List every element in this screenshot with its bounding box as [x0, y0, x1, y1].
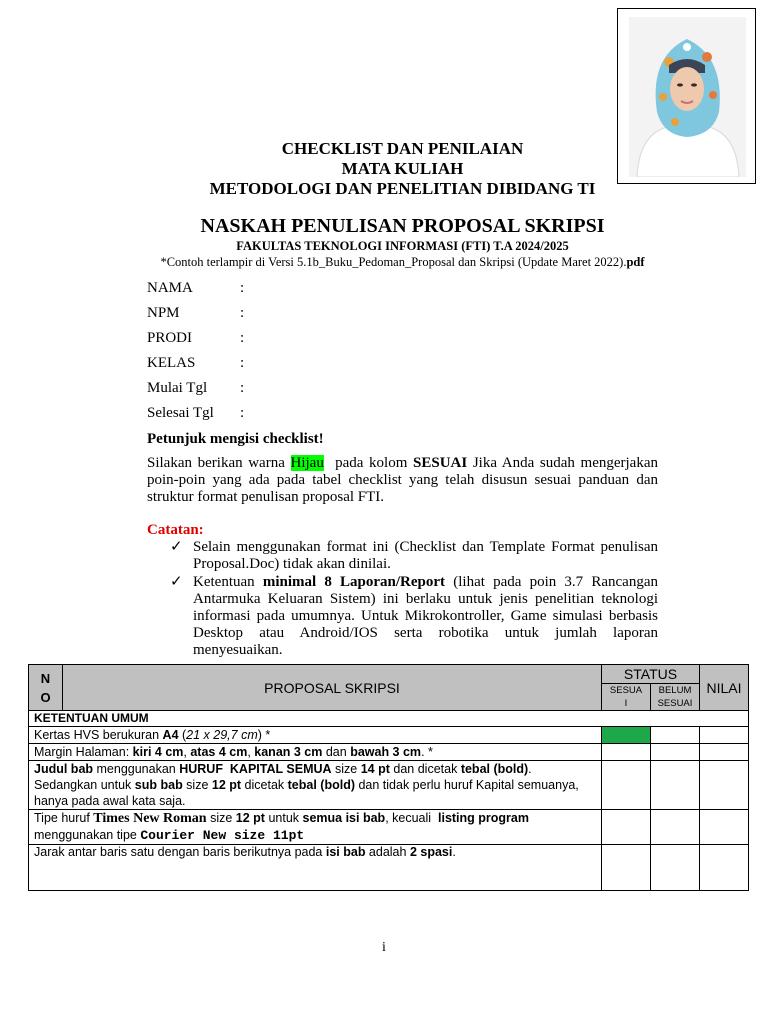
row-text: [29, 761, 602, 810]
sesuai-top: SESUA: [609, 685, 643, 696]
field-label: NAMA: [147, 280, 193, 296]
heading-line-2: MATA KULIAH: [341, 159, 464, 178]
status-belum-sesuai-cell[interactable]: [651, 744, 700, 761]
field-label: KELAS: [147, 355, 196, 371]
field-label: Mulai Tgl: [147, 380, 208, 396]
txt: menggunakan: [93, 762, 180, 776]
reference-text: *Contoh terlampir di Versi 5.1b_Buku_Pedoman_Proposal dan Skripsi (Update Maret 2022).: [160, 255, 627, 269]
txt: , kecuali: [385, 811, 438, 825]
txt-bold: HURUF KAPITAL SEMUA: [179, 762, 332, 776]
txt-bold: 14 pt: [360, 762, 390, 776]
txt: dan dicetak: [389, 762, 461, 776]
status-sesuai-cell[interactable]: [602, 744, 651, 761]
status-belum-sesuai-cell[interactable]: [651, 810, 700, 845]
sesuai-bottom: I: [624, 698, 628, 709]
belum-bottom: SESUAI: [657, 698, 693, 709]
instructions-paragraph: [147, 455, 658, 506]
status-sesuai-cell[interactable]: [602, 810, 651, 845]
status-sesuai-cell[interactable]: [602, 761, 651, 810]
faculty-line: FAKULTAS TEKNOLOGI INFORMASI (FTI) T.A 2024/2025: [236, 239, 569, 253]
txt-bold: kanan 3 cm: [254, 745, 323, 759]
field-selesai-tgl[interactable]: [147, 403, 244, 428]
notes-heading: Catatan:: [147, 522, 204, 538]
txt: dicetak: [241, 778, 288, 792]
col-header-sesuai: [602, 684, 651, 711]
field-colon: :: [240, 405, 245, 421]
table-row: [29, 744, 749, 761]
txt: untuk: [264, 811, 303, 825]
reference-ext: pdf: [626, 255, 645, 269]
status-belum-sesuai-cell[interactable]: [651, 727, 700, 744]
table-row: [29, 761, 749, 810]
instr-text: Silakan berikan warna: [147, 455, 291, 471]
instr-keyword: SESUAI: [413, 455, 468, 471]
field-prodi[interactable]: [147, 328, 244, 353]
status-sesuai-cell[interactable]: [602, 727, 651, 744]
row-text: [29, 845, 602, 891]
txt-bold: tebal (bold): [460, 762, 529, 776]
txt: .: [452, 845, 456, 859]
document-heading: [150, 139, 655, 199]
txt: ) *: [257, 728, 271, 742]
txt: Tipe huruf: [34, 811, 94, 825]
col-header-status: STATUS: [602, 665, 700, 684]
nilai-cell[interactable]: [700, 761, 749, 810]
txt: dan: [322, 745, 351, 759]
nilai-cell[interactable]: [700, 845, 749, 891]
student-info-fields: [147, 278, 244, 428]
txt: dan tidak perlu huruf Kapital semuanya, hanya pada awal kata saja.: [34, 778, 579, 808]
note-text: Ketentuan: [193, 574, 263, 590]
col-header-belum-sesuai: [651, 684, 700, 711]
section-title: KETENTUAN UMUM: [29, 711, 749, 727]
field-label: Selesai Tgl: [147, 405, 214, 421]
col-header-no: [29, 665, 63, 711]
txt: adalah: [365, 845, 410, 859]
field-label: PRODI: [147, 330, 193, 346]
txt: Kertas HVS berukuran: [34, 728, 163, 742]
field-npm[interactable]: [147, 303, 244, 328]
col-header-proposal: PROPOSAL SKRIPSI: [63, 665, 602, 711]
notes-list: [170, 539, 658, 660]
txt: menggunakan tipe: [34, 828, 141, 842]
nilai-cell[interactable]: [700, 727, 749, 744]
txt-bold: isi bab: [325, 845, 366, 859]
txt: size: [206, 811, 236, 825]
field-colon: :: [240, 380, 245, 396]
status-sesuai-cell[interactable]: [602, 845, 651, 891]
col-no-top: N: [40, 670, 51, 686]
nilai-cell[interactable]: [700, 810, 749, 845]
table-row: [29, 727, 749, 744]
col-no-bottom: O: [40, 689, 51, 705]
txt: . *: [421, 745, 433, 759]
status-belum-sesuai-cell[interactable]: [651, 845, 700, 891]
main-title: NASKAH PENULISAN PROPOSAL SKRIPSI: [200, 215, 605, 237]
txt: size: [331, 762, 361, 776]
field-label: NPM: [147, 305, 180, 321]
txt-bold: 12 pt: [211, 778, 242, 792]
section-row: [29, 711, 749, 727]
note-text: (lihat pada poin 3.7 Rancangan Antarmuka Keluaran Sistem) ini berlaku untuk jenis penelitian teknologi informasi pada umumnya. Untuk Mikrokontroller, Game simulasi berbasis Desktop atau Android/IOS serta robotika untuk jumlah laporan menyesuaikan.: [193, 574, 658, 658]
field-kelas[interactable]: [147, 353, 244, 378]
heading-line-1: CHECKLIST DAN PENILAIAN: [281, 139, 524, 158]
txt-italic: 21 x 29,7 cm: [186, 728, 258, 742]
note-bold: minimal 8 Laporan/Report: [262, 574, 446, 590]
txt-bold: A4: [162, 728, 179, 742]
txt: . Sedangkan untuk: [34, 762, 532, 792]
txt-bold: sub bab: [134, 778, 183, 792]
txt-bold: semua isi bab: [302, 811, 386, 825]
txt-bold: tebal (bold): [287, 778, 355, 792]
checklist-table: [28, 664, 749, 891]
row-text: [29, 810, 602, 845]
txt-bold: bawah 3 cm: [350, 745, 422, 759]
col-header-nilai: NILAI: [700, 665, 749, 711]
table-header-row: [29, 665, 749, 684]
txt: ,: [183, 745, 191, 759]
table-row: [29, 810, 749, 845]
row-text: [29, 727, 602, 744]
instructions-heading: Petunjuk mengisi checklist!: [147, 431, 324, 447]
txt-bold: 2 spasi: [409, 845, 453, 859]
txt-bold: 12 pt: [235, 811, 265, 825]
table-row: [29, 845, 749, 891]
row-text: [29, 744, 602, 761]
txt: ,: [247, 745, 255, 759]
page-number: i: [382, 940, 386, 955]
txt: Jarak antar baris satu dengan baris berikutnya pada: [34, 845, 326, 859]
checkmark-icon: ✓: [170, 574, 183, 590]
field-nama[interactable]: [147, 278, 244, 303]
txt-bold: Times New Roman: [93, 811, 207, 826]
belum-top: BELUM: [658, 685, 692, 696]
txt-bold: kiri 4 cm: [132, 745, 184, 759]
txt-mono: Courier New size 11pt: [140, 828, 305, 843]
reference-note: [150, 254, 655, 270]
nilai-cell[interactable]: [700, 744, 749, 761]
note-item: [170, 574, 658, 659]
txt-bold: Judul bab: [34, 762, 94, 776]
field-colon: :: [240, 305, 245, 321]
field-colon: :: [240, 280, 245, 296]
note-item: [170, 539, 658, 573]
txt: Margin Halaman:: [34, 745, 133, 759]
txt-bold: atas 4 cm: [190, 745, 248, 759]
instr-text: pada kolom: [323, 455, 413, 471]
field-colon: :: [240, 330, 245, 346]
field-mulai-tgl[interactable]: [147, 378, 244, 403]
note-text: Selain menggunakan format ini (Checklist dan Template Format penulisan Proposal.Doc) tidak akan dinilai.: [193, 539, 658, 572]
txt-bold: listing program: [438, 811, 529, 825]
instr-text: Jika Anda sudah mengerjakan poin-poin yang ada pada tabel checklist yang telah disusun sesuai panduan dan struktur format penulisan proposal FTI.: [147, 455, 658, 505]
txt: (: [178, 728, 187, 742]
heading-line-3: METODOLOGI DAN PENELITIAN DIBIDANG TI: [209, 179, 596, 198]
txt: size: [182, 778, 212, 792]
green-highlight: Hijau: [290, 455, 324, 471]
checkmark-icon: ✓: [170, 539, 183, 555]
field-colon: :: [240, 355, 245, 371]
status-belum-sesuai-cell[interactable]: [651, 761, 700, 810]
